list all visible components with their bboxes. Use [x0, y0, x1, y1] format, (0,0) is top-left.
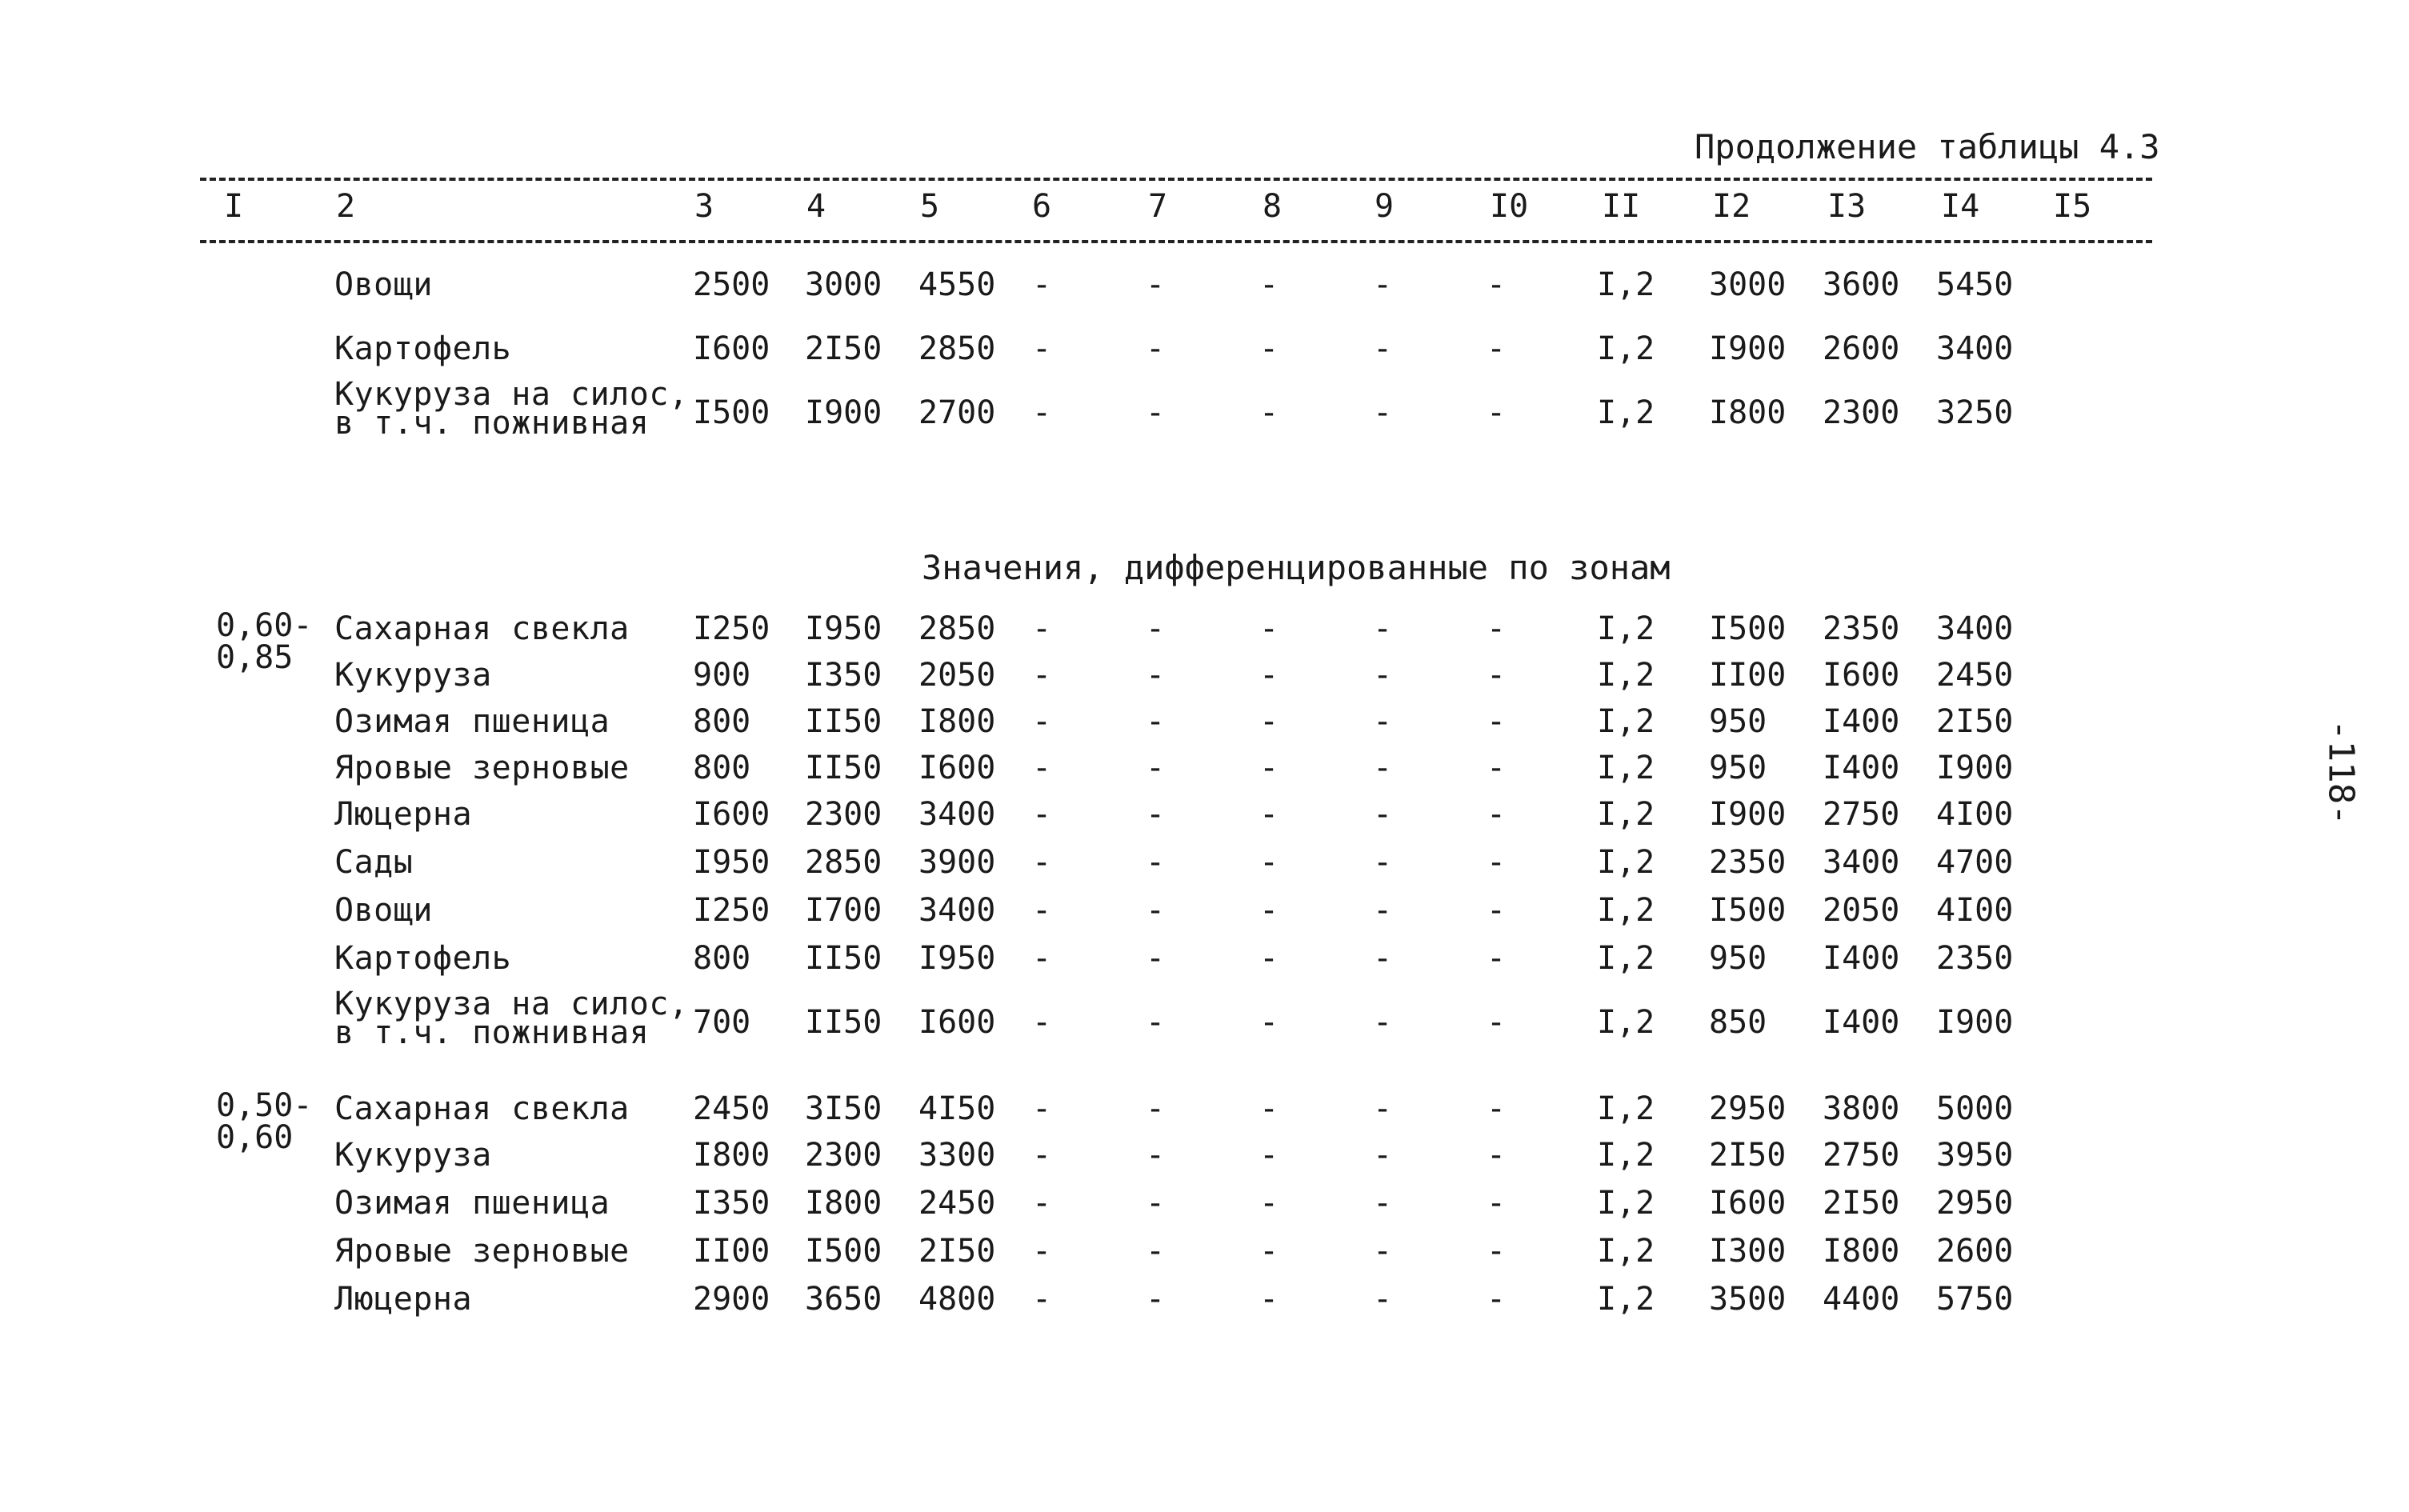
value-cell: 5000: [1936, 1090, 2014, 1127]
value-cell: 3800: [1823, 1090, 1900, 1127]
column-header: I4: [1941, 188, 1980, 225]
dash-cell: -: [1259, 892, 1279, 929]
value-cell: 4400: [1823, 1281, 1900, 1318]
crop-name: Кукуруза: [334, 1137, 492, 1174]
header-bottom-rule: [200, 240, 2152, 243]
dash-cell: -: [1146, 1185, 1166, 1222]
dash-cell: -: [1487, 1281, 1507, 1318]
dash-cell: -: [1032, 1281, 1052, 1318]
dash-cell: -: [1487, 330, 1507, 367]
column-header: I3: [1827, 188, 1867, 225]
value-cell: I,2: [1597, 610, 1655, 647]
dash-cell: -: [1259, 657, 1279, 694]
value-cell: 3250: [1936, 394, 2014, 431]
value-cell: 3000: [1709, 266, 1787, 303]
dash-cell: -: [1373, 940, 1393, 977]
value-cell: 4I00: [1936, 796, 2014, 833]
value-cell: 2600: [1823, 330, 1900, 367]
crop-name: Картофель: [334, 940, 512, 977]
dash-cell: -: [1373, 1185, 1393, 1222]
value-cell: 5450: [1936, 266, 2014, 303]
value-cell: 2850: [918, 610, 996, 647]
dash-cell: -: [1146, 1281, 1166, 1318]
dash-cell: -: [1373, 1281, 1393, 1318]
dash-cell: -: [1259, 1090, 1279, 1127]
dash-cell: -: [1259, 796, 1279, 833]
dash-cell: -: [1259, 610, 1279, 647]
value-cell: I500: [693, 394, 770, 431]
dash-cell: -: [1487, 940, 1507, 977]
dash-cell: -: [1487, 844, 1507, 881]
value-cell: I,2: [1597, 940, 1655, 977]
crop-name: Озимая пшеница: [334, 703, 610, 740]
dash-cell: -: [1032, 844, 1052, 881]
header-top-rule: [200, 178, 2152, 181]
value-cell: I600: [693, 330, 770, 367]
value-cell: I300: [1709, 1233, 1787, 1270]
crop-name: Сахарная свекла: [334, 610, 630, 647]
crop-name: Картофель: [334, 330, 512, 367]
value-cell: I500: [1709, 892, 1787, 929]
dash-cell: -: [1373, 1137, 1393, 1174]
dash-cell: -: [1146, 330, 1166, 367]
value-cell: 2700: [918, 394, 996, 431]
dash-cell: -: [1032, 394, 1052, 431]
dash-cell: -: [1259, 1281, 1279, 1318]
dash-cell: -: [1259, 750, 1279, 786]
value-cell: I,2: [1597, 330, 1655, 367]
column-header: 3: [694, 188, 714, 225]
value-cell: I600: [693, 796, 770, 833]
value-cell: I900: [1936, 1004, 2014, 1041]
dash-cell: -: [1146, 750, 1166, 786]
value-cell: 3900: [918, 844, 996, 881]
crop-name: Сады: [334, 844, 414, 881]
dash-cell: -: [1146, 610, 1166, 647]
page-number: -118-: [2320, 719, 2362, 826]
crop-name: Кукуруза: [334, 657, 492, 694]
value-cell: 2300: [805, 796, 882, 833]
value-cell: I900: [1709, 330, 1787, 367]
dash-cell: -: [1373, 844, 1393, 881]
value-cell: 3950: [1936, 1137, 2014, 1174]
value-cell: I600: [918, 1004, 996, 1041]
value-cell: I250: [693, 610, 770, 647]
dash-cell: -: [1032, 1185, 1052, 1222]
value-cell: 2950: [1936, 1185, 2014, 1222]
value-cell: II50: [805, 703, 882, 740]
value-cell: 2450: [693, 1090, 770, 1127]
value-cell: I800: [805, 1185, 882, 1222]
dash-cell: -: [1487, 1137, 1507, 1174]
dash-cell: -: [1487, 266, 1507, 303]
value-cell: 800: [693, 750, 751, 786]
dash-cell: -: [1373, 796, 1393, 833]
value-cell: 3000: [805, 266, 882, 303]
column-header: I0: [1490, 188, 1529, 225]
value-cell: 3400: [918, 796, 996, 833]
value-cell: I800: [1709, 394, 1787, 431]
dash-cell: -: [1373, 1233, 1393, 1270]
dash-cell: -: [1146, 703, 1166, 740]
zone-range-label: 0,60: [216, 1119, 294, 1156]
value-cell: 2050: [1823, 892, 1900, 929]
crop-name: Кукуруза на силос,: [334, 376, 689, 413]
column-header: 5: [920, 188, 940, 225]
dash-cell: -: [1487, 796, 1507, 833]
value-cell: I,2: [1597, 266, 1655, 303]
value-cell: I,2: [1597, 1090, 1655, 1127]
value-cell: 3500: [1709, 1281, 1787, 1318]
value-cell: 4I00: [1936, 892, 2014, 929]
value-cell: 3650: [805, 1281, 882, 1318]
value-cell: I,2: [1597, 657, 1655, 694]
dash-cell: -: [1259, 1004, 1279, 1041]
value-cell: I,2: [1597, 703, 1655, 740]
dash-cell: -: [1487, 1090, 1507, 1127]
dash-cell: -: [1032, 1137, 1052, 1174]
column-header: II: [1602, 188, 1641, 225]
value-cell: I800: [1823, 1233, 1900, 1270]
value-cell: 2I50: [1709, 1137, 1787, 1174]
crop-name: Овощи: [334, 892, 433, 929]
dash-cell: -: [1487, 1185, 1507, 1222]
dash-cell: -: [1032, 266, 1052, 303]
value-cell: 2I50: [1823, 1185, 1900, 1222]
column-header: I: [224, 188, 244, 225]
value-cell: 2750: [1823, 796, 1900, 833]
value-cell: 3400: [918, 892, 996, 929]
dash-cell: -: [1373, 657, 1393, 694]
value-cell: I600: [1709, 1185, 1787, 1222]
value-cell: 5750: [1936, 1281, 2014, 1318]
value-cell: I950: [918, 940, 996, 977]
value-cell: I400: [1823, 940, 1900, 977]
value-cell: 2600: [1936, 1233, 2014, 1270]
value-cell: 900: [693, 657, 751, 694]
dash-cell: -: [1259, 940, 1279, 977]
dash-cell: -: [1259, 266, 1279, 303]
value-cell: I,2: [1597, 1185, 1655, 1222]
value-cell: I900: [805, 394, 882, 431]
value-cell: I,2: [1597, 892, 1655, 929]
value-cell: I800: [693, 1137, 770, 1174]
dash-cell: -: [1146, 892, 1166, 929]
column-header: I2: [1712, 188, 1751, 225]
value-cell: I,2: [1597, 796, 1655, 833]
value-cell: I350: [805, 657, 882, 694]
table-continuation-title: Продолжение таблицы 4.3: [1695, 127, 2160, 166]
value-cell: I950: [805, 610, 882, 647]
value-cell: 950: [1709, 940, 1767, 977]
value-cell: 2350: [1936, 940, 2014, 977]
zone-range-label: 0,50-: [216, 1087, 313, 1124]
crop-name: Сахарная свекла: [334, 1090, 630, 1127]
dash-cell: -: [1032, 610, 1052, 647]
value-cell: 2I50: [918, 1233, 996, 1270]
value-cell: I,2: [1597, 1233, 1655, 1270]
value-cell: I400: [1823, 703, 1900, 740]
crop-name: Овощи: [334, 266, 433, 303]
dash-cell: -: [1259, 844, 1279, 881]
dash-cell: -: [1373, 892, 1393, 929]
column-header: 9: [1375, 188, 1395, 225]
dash-cell: -: [1259, 1137, 1279, 1174]
value-cell: 4I50: [918, 1090, 996, 1127]
value-cell: 2500: [693, 266, 770, 303]
value-cell: II50: [805, 940, 882, 977]
dash-cell: -: [1146, 1233, 1166, 1270]
value-cell: I500: [805, 1233, 882, 1270]
dash-cell: -: [1487, 394, 1507, 431]
value-cell: I950: [693, 844, 770, 881]
crop-name: в т.ч. пожнивная: [334, 405, 650, 442]
value-cell: 4800: [918, 1281, 996, 1318]
crop-name: Люцерна: [334, 796, 473, 833]
crop-name: Яровые зерновые: [334, 1233, 630, 1270]
dash-cell: -: [1146, 657, 1166, 694]
dash-cell: -: [1146, 266, 1166, 303]
crop-name: Озимая пшеница: [334, 1185, 610, 1222]
dash-cell: -: [1373, 610, 1393, 647]
dash-cell: -: [1032, 750, 1052, 786]
dash-cell: -: [1032, 657, 1052, 694]
dash-cell: -: [1146, 844, 1166, 881]
value-cell: 950: [1709, 750, 1767, 786]
value-cell: 2750: [1823, 1137, 1900, 1174]
dash-cell: -: [1032, 330, 1052, 367]
dash-cell: -: [1373, 1004, 1393, 1041]
value-cell: I900: [1936, 750, 2014, 786]
dash-cell: -: [1032, 1233, 1052, 1270]
value-cell: II00: [693, 1233, 770, 1270]
dash-cell: -: [1373, 394, 1393, 431]
value-cell: 3400: [1936, 330, 2014, 367]
value-cell: I,2: [1597, 844, 1655, 881]
dash-cell: -: [1259, 1233, 1279, 1270]
value-cell: 4700: [1936, 844, 2014, 881]
dash-cell: -: [1259, 1185, 1279, 1222]
dash-cell: -: [1373, 266, 1393, 303]
value-cell: 2I50: [1936, 703, 2014, 740]
value-cell: I600: [918, 750, 996, 786]
zones-heading: Значения, дифференцированные по зонам: [922, 548, 1671, 587]
value-cell: 2900: [693, 1281, 770, 1318]
dash-cell: -: [1259, 330, 1279, 367]
dash-cell: -: [1487, 892, 1507, 929]
dash-cell: -: [1146, 1090, 1166, 1127]
value-cell: I,2: [1597, 1281, 1655, 1318]
column-header: 6: [1032, 188, 1052, 225]
column-header: I5: [2053, 188, 2092, 225]
value-cell: 3I50: [805, 1090, 882, 1127]
value-cell: I,2: [1597, 1004, 1655, 1041]
value-cell: I400: [1823, 750, 1900, 786]
value-cell: 2350: [1823, 610, 1900, 647]
dash-cell: -: [1487, 1004, 1507, 1041]
value-cell: 2300: [805, 1137, 882, 1174]
dash-cell: -: [1487, 750, 1507, 786]
value-cell: 2050: [918, 657, 996, 694]
zone-range-label: 0,85: [216, 639, 294, 676]
value-cell: 2350: [1709, 844, 1787, 881]
value-cell: 950: [1709, 703, 1767, 740]
value-cell: I800: [918, 703, 996, 740]
dash-cell: -: [1032, 892, 1052, 929]
value-cell: 2450: [1936, 657, 2014, 694]
dash-cell: -: [1373, 1090, 1393, 1127]
value-cell: I,2: [1597, 750, 1655, 786]
dash-cell: -: [1373, 750, 1393, 786]
value-cell: 3600: [1823, 266, 1900, 303]
value-cell: 2I50: [805, 330, 882, 367]
dash-cell: -: [1032, 940, 1052, 977]
dash-cell: -: [1146, 1004, 1166, 1041]
value-cell: 3400: [1936, 610, 2014, 647]
value-cell: 700: [693, 1004, 751, 1041]
value-cell: II50: [805, 1004, 882, 1041]
value-cell: I500: [1709, 610, 1787, 647]
value-cell: 2300: [1823, 394, 1900, 431]
value-cell: 2850: [918, 330, 996, 367]
dash-cell: -: [1259, 394, 1279, 431]
column-header: 7: [1148, 188, 1168, 225]
value-cell: I,2: [1597, 1137, 1655, 1174]
dash-cell: -: [1146, 940, 1166, 977]
value-cell: I350: [693, 1185, 770, 1222]
dash-cell: -: [1032, 796, 1052, 833]
value-cell: I600: [1823, 657, 1900, 694]
value-cell: 3300: [918, 1137, 996, 1174]
dash-cell: -: [1032, 1004, 1052, 1041]
column-header: 8: [1263, 188, 1283, 225]
dash-cell: -: [1487, 610, 1507, 647]
dash-cell: -: [1373, 703, 1393, 740]
column-header: 4: [806, 188, 826, 225]
value-cell: II00: [1709, 657, 1787, 694]
zone-range-label: 0,60-: [216, 607, 313, 644]
value-cell: II50: [805, 750, 882, 786]
value-cell: 2950: [1709, 1090, 1787, 1127]
dash-cell: -: [1487, 1233, 1507, 1270]
dash-cell: -: [1032, 703, 1052, 740]
crop-name: в т.ч. пожнивная: [334, 1014, 650, 1051]
value-cell: I,2: [1597, 394, 1655, 431]
value-cell: I700: [805, 892, 882, 929]
value-cell: 4550: [918, 266, 996, 303]
column-header: 2: [336, 188, 356, 225]
crop-name: Яровые зерновые: [334, 750, 630, 786]
value-cell: 2850: [805, 844, 882, 881]
value-cell: 800: [693, 703, 751, 740]
value-cell: 3400: [1823, 844, 1900, 881]
dash-cell: -: [1487, 657, 1507, 694]
value-cell: 2450: [918, 1185, 996, 1222]
dash-cell: -: [1146, 796, 1166, 833]
dash-cell: -: [1146, 1137, 1166, 1174]
value-cell: 850: [1709, 1004, 1767, 1041]
dash-cell: -: [1146, 394, 1166, 431]
value-cell: 800: [693, 940, 751, 977]
dash-cell: -: [1487, 703, 1507, 740]
crop-name: Люцерна: [334, 1281, 473, 1318]
dash-cell: -: [1032, 1090, 1052, 1127]
dash-cell: -: [1373, 330, 1393, 367]
dash-cell: -: [1259, 703, 1279, 740]
value-cell: I250: [693, 892, 770, 929]
value-cell: I900: [1709, 796, 1787, 833]
crop-name: Кукуруза на силос,: [334, 986, 689, 1022]
value-cell: I400: [1823, 1004, 1900, 1041]
